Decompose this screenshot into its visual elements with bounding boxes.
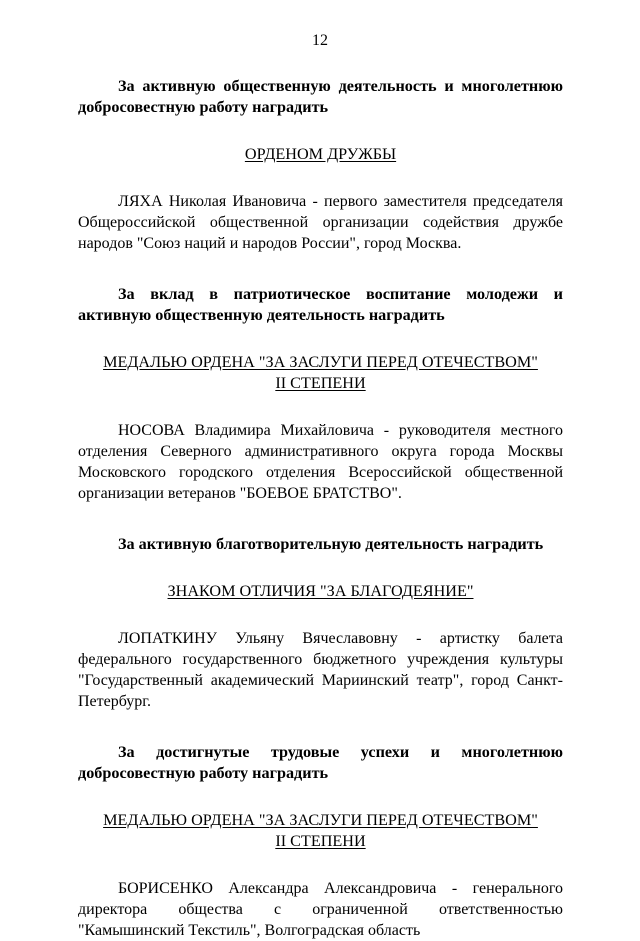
award-title: ОРДЕНОМ ДРУЖБЫ bbox=[244, 145, 397, 163]
award-reason-heading: За активную благотворительную деятельность наградить bbox=[118, 535, 544, 553]
document-body bbox=[78, 76, 563, 941]
award-title-degree: II СТЕПЕНИ bbox=[275, 374, 366, 392]
page-number: 12 bbox=[312, 32, 328, 49]
award-reason-heading: За достигнутые трудовые успехи и многолетнюю добросовестную работу наградить bbox=[78, 743, 563, 782]
award-title: ЗНАКОМ ОТЛИЧИЯ "ЗА БЛАГОДЕЯНИЕ" bbox=[167, 582, 474, 600]
award-title-degree: II СТЕПЕНИ bbox=[275, 832, 366, 850]
recipient-paragraph: НОСОВА Владимира Михайловича - руководителя местного отделения Северного административного округа города Москвы Московского городского отделения Всероссийской общественной организации ветеранов "БОЕВОЕ БРАТСТВО". bbox=[78, 422, 563, 502]
recipient-paragraph: БОРИСЕНКО Александра Александровича - генерального директора общества с ограниченной ответственностью "Камышинский Текстиль", Волгоградская область bbox=[78, 880, 563, 939]
award-title: МЕДАЛЬЮ ОРДЕНА "ЗА ЗАСЛУГИ ПЕРЕД ОТЕЧЕСТВОМ" bbox=[103, 353, 538, 371]
award-reason-heading: За вклад в патриотическое воспитание молодежи и активную общественную деятельность наградить bbox=[78, 285, 563, 324]
award-title: МЕДАЛЬЮ ОРДЕНА "ЗА ЗАСЛУГИ ПЕРЕД ОТЕЧЕСТВОМ" bbox=[103, 811, 538, 829]
recipient-paragraph: ЛОПАТКИНУ Ульяну Вячеславовну - артистку балета федерального государственного бюджетного учреждения культуры "Государственный академический Мариинский театр", город Санкт-Петербург. bbox=[78, 630, 563, 710]
award-reason-heading: За активную общественную деятельность и многолетнюю добросовестную работу наградить bbox=[78, 77, 563, 116]
recipient-paragraph: ЛЯХА Николая Ивановича - первого заместителя председателя Общероссийской общественной организации содействия дружбе народов "Союз наций и народов России", город Москва. bbox=[78, 193, 563, 252]
